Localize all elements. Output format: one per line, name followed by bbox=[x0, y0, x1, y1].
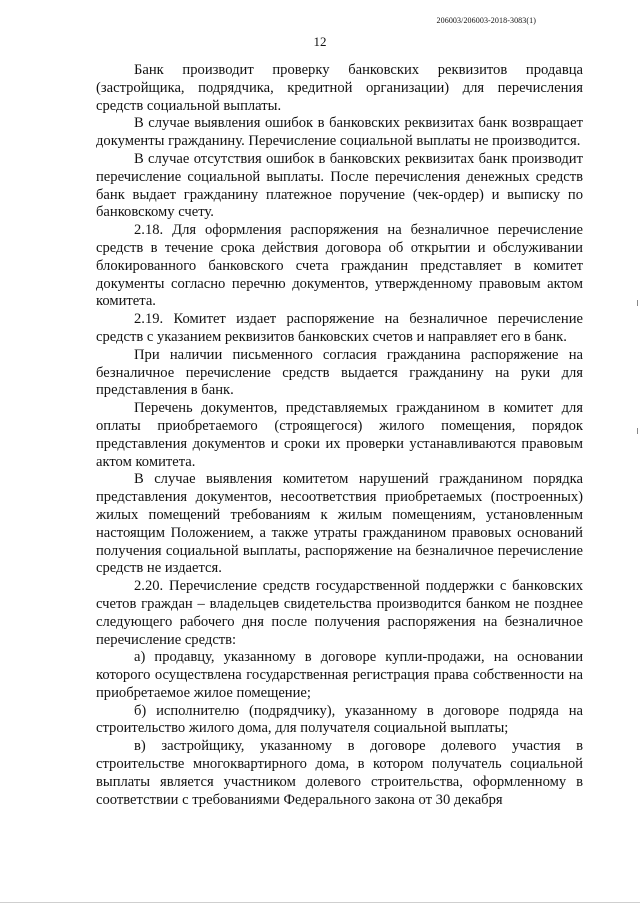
list-item-v: в) застройщику, указанному в договоре долевого участия в строительстве многоквартирного дома, в котором получатель социальной выплаты является участником долевого строительства, оформленному в соответствии с требованиями Федерального закона от 30 декабря bbox=[96, 738, 583, 808]
paragraph: В случае выявления ошибок в банковских реквизитах банк возвращает документы гражданину. Перечисление социальной выплаты не производится. bbox=[96, 115, 583, 150]
scan-edge-mark bbox=[637, 300, 638, 306]
scan-bottom-edge bbox=[0, 902, 640, 903]
paragraph-2-20: 2.20. Перечисление средств государственной поддержки с банковских счетов граждан – владельцев свидетельства производится банком не позднее следующего рабочего дня после получения распоряжения на безналичное перечисление средств: bbox=[96, 578, 583, 648]
document-id: 206003/206003-2018-3083(1) bbox=[436, 16, 536, 25]
list-item-a: а) продавцу, указанному в договоре купли-продажи, на основании которого осуществлена государственная регистрация права собственности на приобретаемое жилое помещение; bbox=[96, 649, 583, 701]
document-body bbox=[96, 62, 583, 809]
scan-edge-mark bbox=[637, 428, 638, 434]
list-item-b: б) исполнителю (подрядчику), указанному в договоре подряда на строительство жилого дома, для получателя социальной выплаты; bbox=[96, 702, 583, 737]
paragraph-2-18: 2.18. Для оформления распоряжения на безналичное перечисление средств в течение срока действия договора об открытии и обслуживании блокированного банковского счета гражданин представляет в комитет документы согласно перечню документов, утвержденному правовым актом комитета. bbox=[96, 222, 583, 310]
paragraph: Банк производит проверку банковских реквизитов продавца (застройщика, подрядчика, кредитной организации) для перечисления средств социальной выплаты. bbox=[96, 62, 583, 114]
page-number: 12 bbox=[313, 34, 327, 49]
paragraph-2-19: 2.19. Комитет издает распоряжение на безналичное перечисление средств с указанием реквизитов банковских счетов и направляет его в банк. bbox=[96, 311, 583, 345]
paragraph: В случае выявления комитетом нарушений гражданином порядка представления документов, несоответствия приобретаемых (построенных) жилых помещений требованиям к жилым помещениям, установленным настоящим Положением, а также утраты гражданином правовых оснований получения социальной выплаты, распоряжение на безналичное перечисление средств не издается. bbox=[96, 471, 583, 577]
paragraph: В случае отсутствия ошибок в банковских реквизитах банк производит перечисление социальной выплаты. После перечисления денежных средств банк выдает гражданину платежное поручение (чек-ордер) и выписку по банковскому счету. bbox=[96, 150, 583, 221]
paragraph: При наличии письменного согласия гражданина распоряжение на безналичное перечисление средств выдается гражданину на руки для представления в банк. bbox=[96, 346, 583, 399]
paragraph: Перечень документов, представляемых гражданином в комитет для оплаты приобретаемого (строящегося) жилого помещения, порядок представления документов и сроки их проверки устанавливаются правовым актом комитета. bbox=[96, 400, 583, 470]
